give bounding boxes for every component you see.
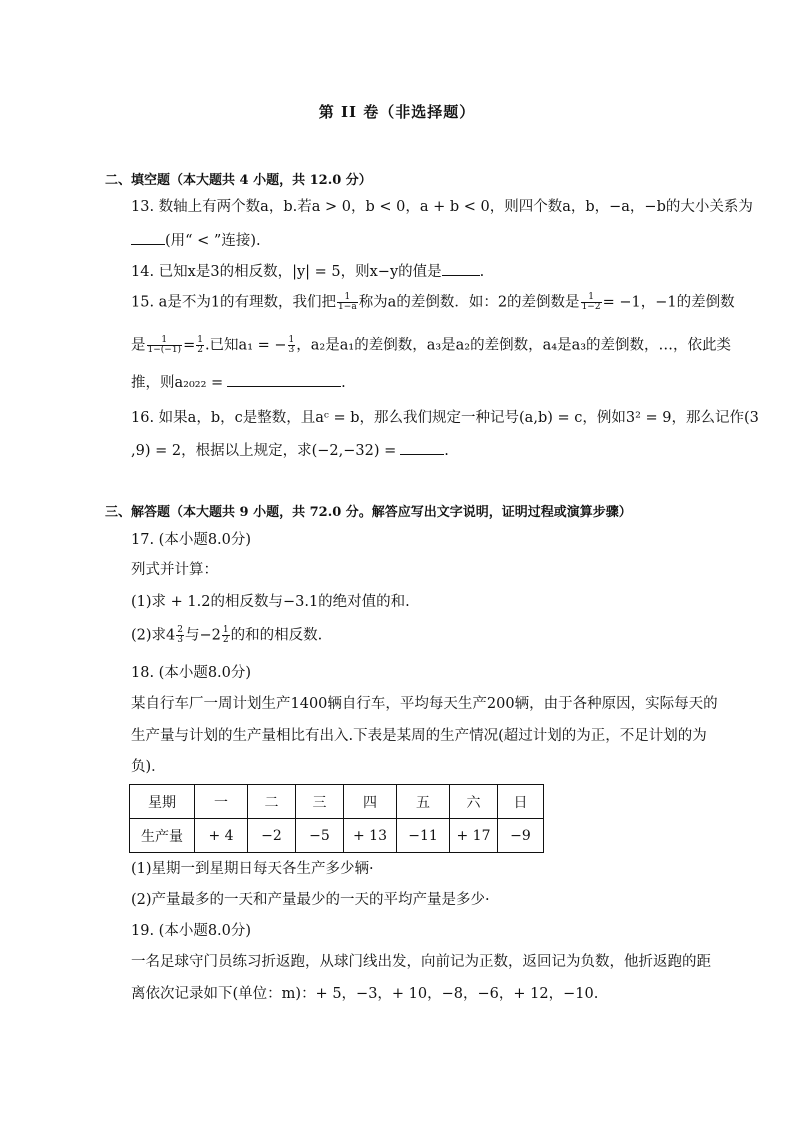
q16-suffix: . — [444, 443, 449, 459]
q13-line1: 13. 数轴上有两个数a，b.若a > 0，b < 0，a + b < 0，则四个数a，b，−a，−b的大小关系为 — [131, 199, 753, 215]
answer-blank[interactable] — [227, 373, 341, 387]
q19-line2: 离依次记录如下(单位：m)：+ 5，−3，+ 10，−8，−6，+ 12，−10. — [131, 986, 599, 1002]
answer-blank[interactable] — [131, 231, 165, 245]
fraction: $\frac{1}{1-a}$ — [338, 292, 357, 312]
table-cell: + 4 — [195, 819, 248, 853]
q13-line2 — [131, 231, 261, 249]
q14-text: 14. 已知x是3的相反数，|y| = 5，则x−y的值是 — [131, 264, 442, 280]
q15-line2 — [131, 336, 731, 355]
q15-text: ，a₂是a₁的差倒数，a₃是a₂的差倒数，a₄是a₃的差倒数，…，依此类 — [296, 337, 732, 354]
table-cell: 一 — [195, 785, 248, 819]
table-cell: −9 — [498, 819, 544, 853]
table-cell: 二 — [248, 785, 296, 819]
table-cell: −11 — [397, 819, 450, 853]
q15-text: 称为a的差倒数．如：2的差倒数是 — [358, 294, 580, 311]
fraction: $\frac{1}{1-2}$ — [581, 292, 601, 312]
q17-head: 17. (本小题8.0分) — [131, 532, 252, 548]
paper-part-title: 第 II 卷（非选择题） — [318, 103, 476, 121]
q16-line1: 16. 如果a，b，c是整数，且aᶜ = b，那么我们规定一种记号(a,b) = c，例如3² = 9，那么记作(3 — [131, 410, 759, 426]
q18-part1: (1)星期一到星期日每天各生产多少辆· — [131, 861, 374, 877]
q18-line3: 负)． — [131, 759, 166, 775]
table-cell: 三 — [296, 785, 344, 819]
q13-suffix: (用“ < ”连接). — [165, 233, 261, 249]
fraction: $\frac{1}{2}$ — [222, 625, 229, 645]
q17-text: 与−2 — [185, 627, 221, 644]
table-cell: + 13 — [344, 819, 397, 853]
table-cell: 星期 — [130, 785, 195, 819]
q15-text: .已知a₁ = − — [204, 337, 287, 354]
table-cell: 六 — [450, 785, 498, 819]
q19-head: 19. (本小题8.0分) — [131, 923, 252, 939]
table-cell: 生产量 — [130, 819, 195, 853]
table-cell: 四 — [344, 785, 397, 819]
q15-line3 — [131, 373, 346, 391]
q18-line2: 生产量与计划的生产量相比有出入.下表是某周的生产情况(超过计划的为正，不足计划的为 — [131, 728, 707, 744]
table-cell: 五 — [397, 785, 450, 819]
q16-line2 — [131, 441, 449, 459]
fraction: $\frac{1}{2}$ — [197, 335, 203, 355]
section-fill-in-header: 二、填空题（本大题共 4 小题，共 12.0 分） — [105, 173, 372, 188]
q19-line1: 一名足球守门员练习折返跑，从球门线出发，向前记为正数，返回记为负数，他折返跑的距 — [131, 954, 711, 970]
fraction: $\frac{1}{3}$ — [288, 335, 295, 355]
fraction: $\frac{2}{3}$ — [177, 625, 183, 645]
q15-suffix: . — [341, 375, 346, 391]
answer-blank[interactable] — [400, 441, 444, 455]
table-cell: −5 — [296, 819, 344, 853]
q15-line1 — [131, 293, 735, 312]
section-solve-header: 三、解答题（本大题共 9 小题，共 72.0 分。解答应写出文字说明，证明过程或演算步骤） — [105, 505, 632, 520]
q18-head: 18. (本小题8.0分) — [131, 665, 252, 681]
table-cell: + 17 — [450, 819, 498, 853]
q17-text: (2)求4 — [131, 627, 176, 644]
q14-line — [131, 262, 484, 280]
q17-intro: 列式并计算： — [131, 562, 218, 578]
answer-blank[interactable] — [442, 262, 480, 276]
table-header-row — [130, 785, 544, 819]
q17-text: 的和的相反数. — [230, 627, 323, 644]
fraction: $\frac{1}{1-(-1)}$ — [147, 335, 182, 355]
table-row — [130, 819, 544, 853]
q17-part1: (1)求 + 1.2的相反数与−3.1的绝对值的和. — [131, 594, 410, 610]
q15-text: 推，则a₂₀₂₂ = — [131, 375, 224, 391]
q15-text: = −1，−1的差倒数 — [602, 294, 735, 311]
production-table — [129, 784, 544, 853]
q18-line1: 某自行车厂一周计划生产1400辆自行车，平均每天生产200辆，由于各种原因，实际每天的 — [131, 696, 718, 712]
q17-part2 — [131, 626, 322, 645]
q15-text: 是 — [131, 337, 146, 354]
q18-part2: (2)产量最多的一天和产量最少的一天的平均产量是多少· — [131, 892, 490, 908]
table-cell: 日 — [498, 785, 544, 819]
q14-suffix: . — [479, 264, 485, 280]
q16-text: ,9) = 2，根据以上规定，求(−2,−32) = — [131, 443, 397, 459]
table-cell: −2 — [248, 819, 296, 853]
q15-text: = — [183, 337, 196, 354]
q15-text: 15. a是不为1的有理数，我们把 — [131, 294, 337, 311]
